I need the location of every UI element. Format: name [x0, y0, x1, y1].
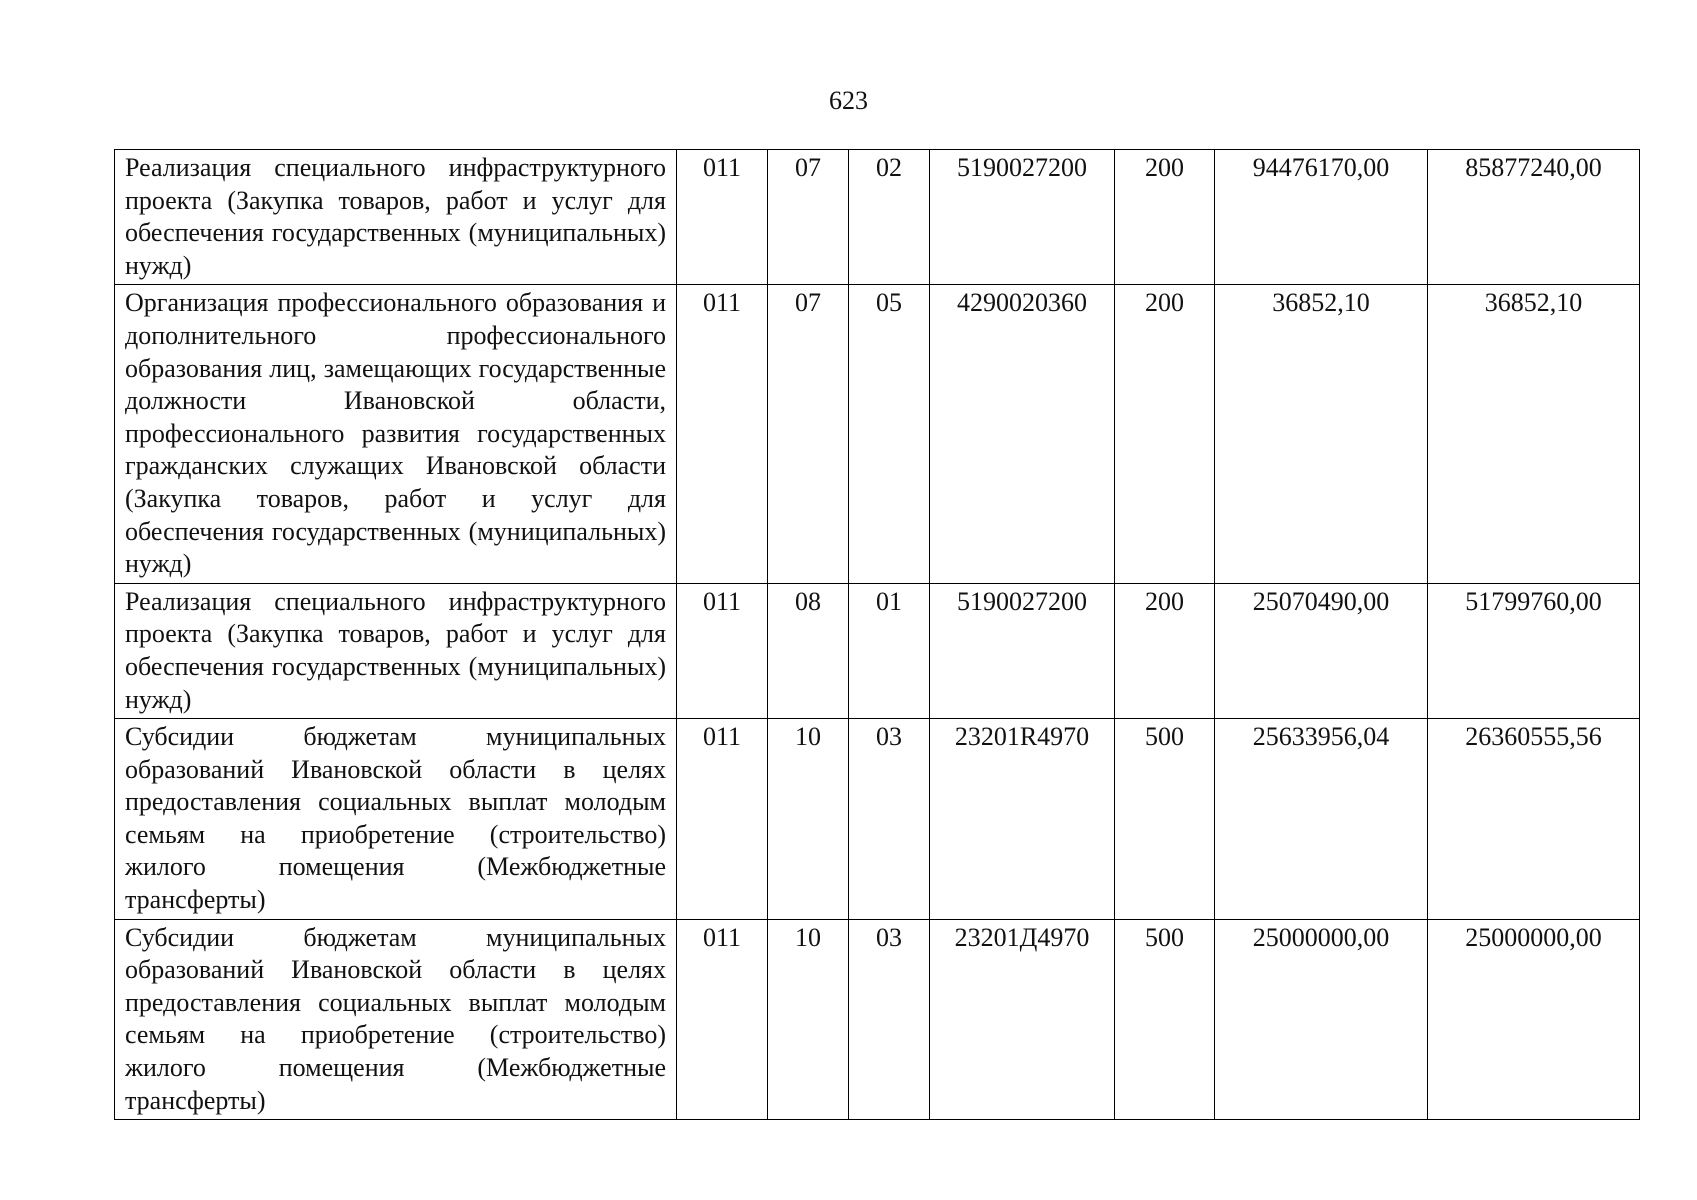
table-row — [115, 719, 1640, 920]
target-article-code: 5190027200 — [930, 150, 1115, 285]
section-code: 10 — [768, 919, 849, 1120]
page-number: 623 — [829, 86, 868, 115]
ministry-code: 011 — [677, 583, 768, 718]
expense-type-code: 500 — [1115, 919, 1215, 1120]
amount-first-year: 36852,10 — [1215, 285, 1428, 583]
amount-second-year: 36852,10 — [1428, 285, 1640, 583]
target-article-code: 5190027200 — [930, 583, 1115, 718]
row-description: Организация профессионального образования и дополнительного профессионального образования лиц, замещающих государственные должности Ивановской области, профессионального развития государственных гражданских служащих Ивановской области (Закупка товаров, работ и услуг для обеспечения государственных (муниципальных) нужд) — [115, 285, 677, 583]
row-description: Субсидии бюджетам муниципальных образований Ивановской области в целях предоставления социальных выплат молодым семьям на приобретение (строительство) жилого помещения (Межбюджетные трансферты) — [115, 719, 677, 920]
table-row — [115, 285, 1640, 583]
amount-second-year: 51799760,00 — [1428, 583, 1640, 718]
section-code: 08 — [768, 583, 849, 718]
table-row — [115, 919, 1640, 1120]
subsection-code: 05 — [849, 285, 930, 583]
table-row — [115, 583, 1640, 718]
ministry-code: 011 — [677, 285, 768, 583]
ministry-code: 011 — [677, 150, 768, 285]
subsection-code: 02 — [849, 150, 930, 285]
section-code: 10 — [768, 719, 849, 920]
budget-table — [114, 149, 1640, 1120]
amount-first-year: 25000000,00 — [1215, 919, 1428, 1120]
target-article-code: 23201R4970 — [930, 719, 1115, 920]
ministry-code: 011 — [677, 919, 768, 1120]
table-row — [115, 150, 1640, 285]
section-code: 07 — [768, 285, 849, 583]
ministry-code: 011 — [677, 719, 768, 920]
subsection-code: 03 — [849, 719, 930, 920]
row-description: Реализация специального инфраструктурного проекта (Закупка товаров, работ и услуг для обеспечения государственных (муниципальных) нужд) — [115, 583, 677, 718]
expense-type-code: 200 — [1115, 150, 1215, 285]
target-article-code: 23201Д4970 — [930, 919, 1115, 1120]
row-description: Субсидии бюджетам муниципальных образований Ивановской области в целях предоставления социальных выплат молодым семьям на приобретение (строительство) жилого помещения (Межбюджетные трансферты) — [115, 919, 677, 1120]
subsection-code: 01 — [849, 583, 930, 718]
amount-second-year: 25000000,00 — [1428, 919, 1640, 1120]
amount-first-year: 94476170,00 — [1215, 150, 1428, 285]
expense-type-code: 200 — [1115, 583, 1215, 718]
amount-first-year: 25633956,04 — [1215, 719, 1428, 920]
amount-second-year: 85877240,00 — [1428, 150, 1640, 285]
subsection-code: 03 — [849, 919, 930, 1120]
section-code: 07 — [768, 150, 849, 285]
amount-second-year: 26360555,56 — [1428, 719, 1640, 920]
expense-type-code: 200 — [1115, 285, 1215, 583]
expense-type-code: 500 — [1115, 719, 1215, 920]
target-article-code: 4290020360 — [930, 285, 1115, 583]
amount-first-year: 25070490,00 — [1215, 583, 1428, 718]
row-description: Реализация специального инфраструктурного проекта (Закупка товаров, работ и услуг для обеспечения государственных (муниципальных) нужд) — [115, 150, 677, 285]
